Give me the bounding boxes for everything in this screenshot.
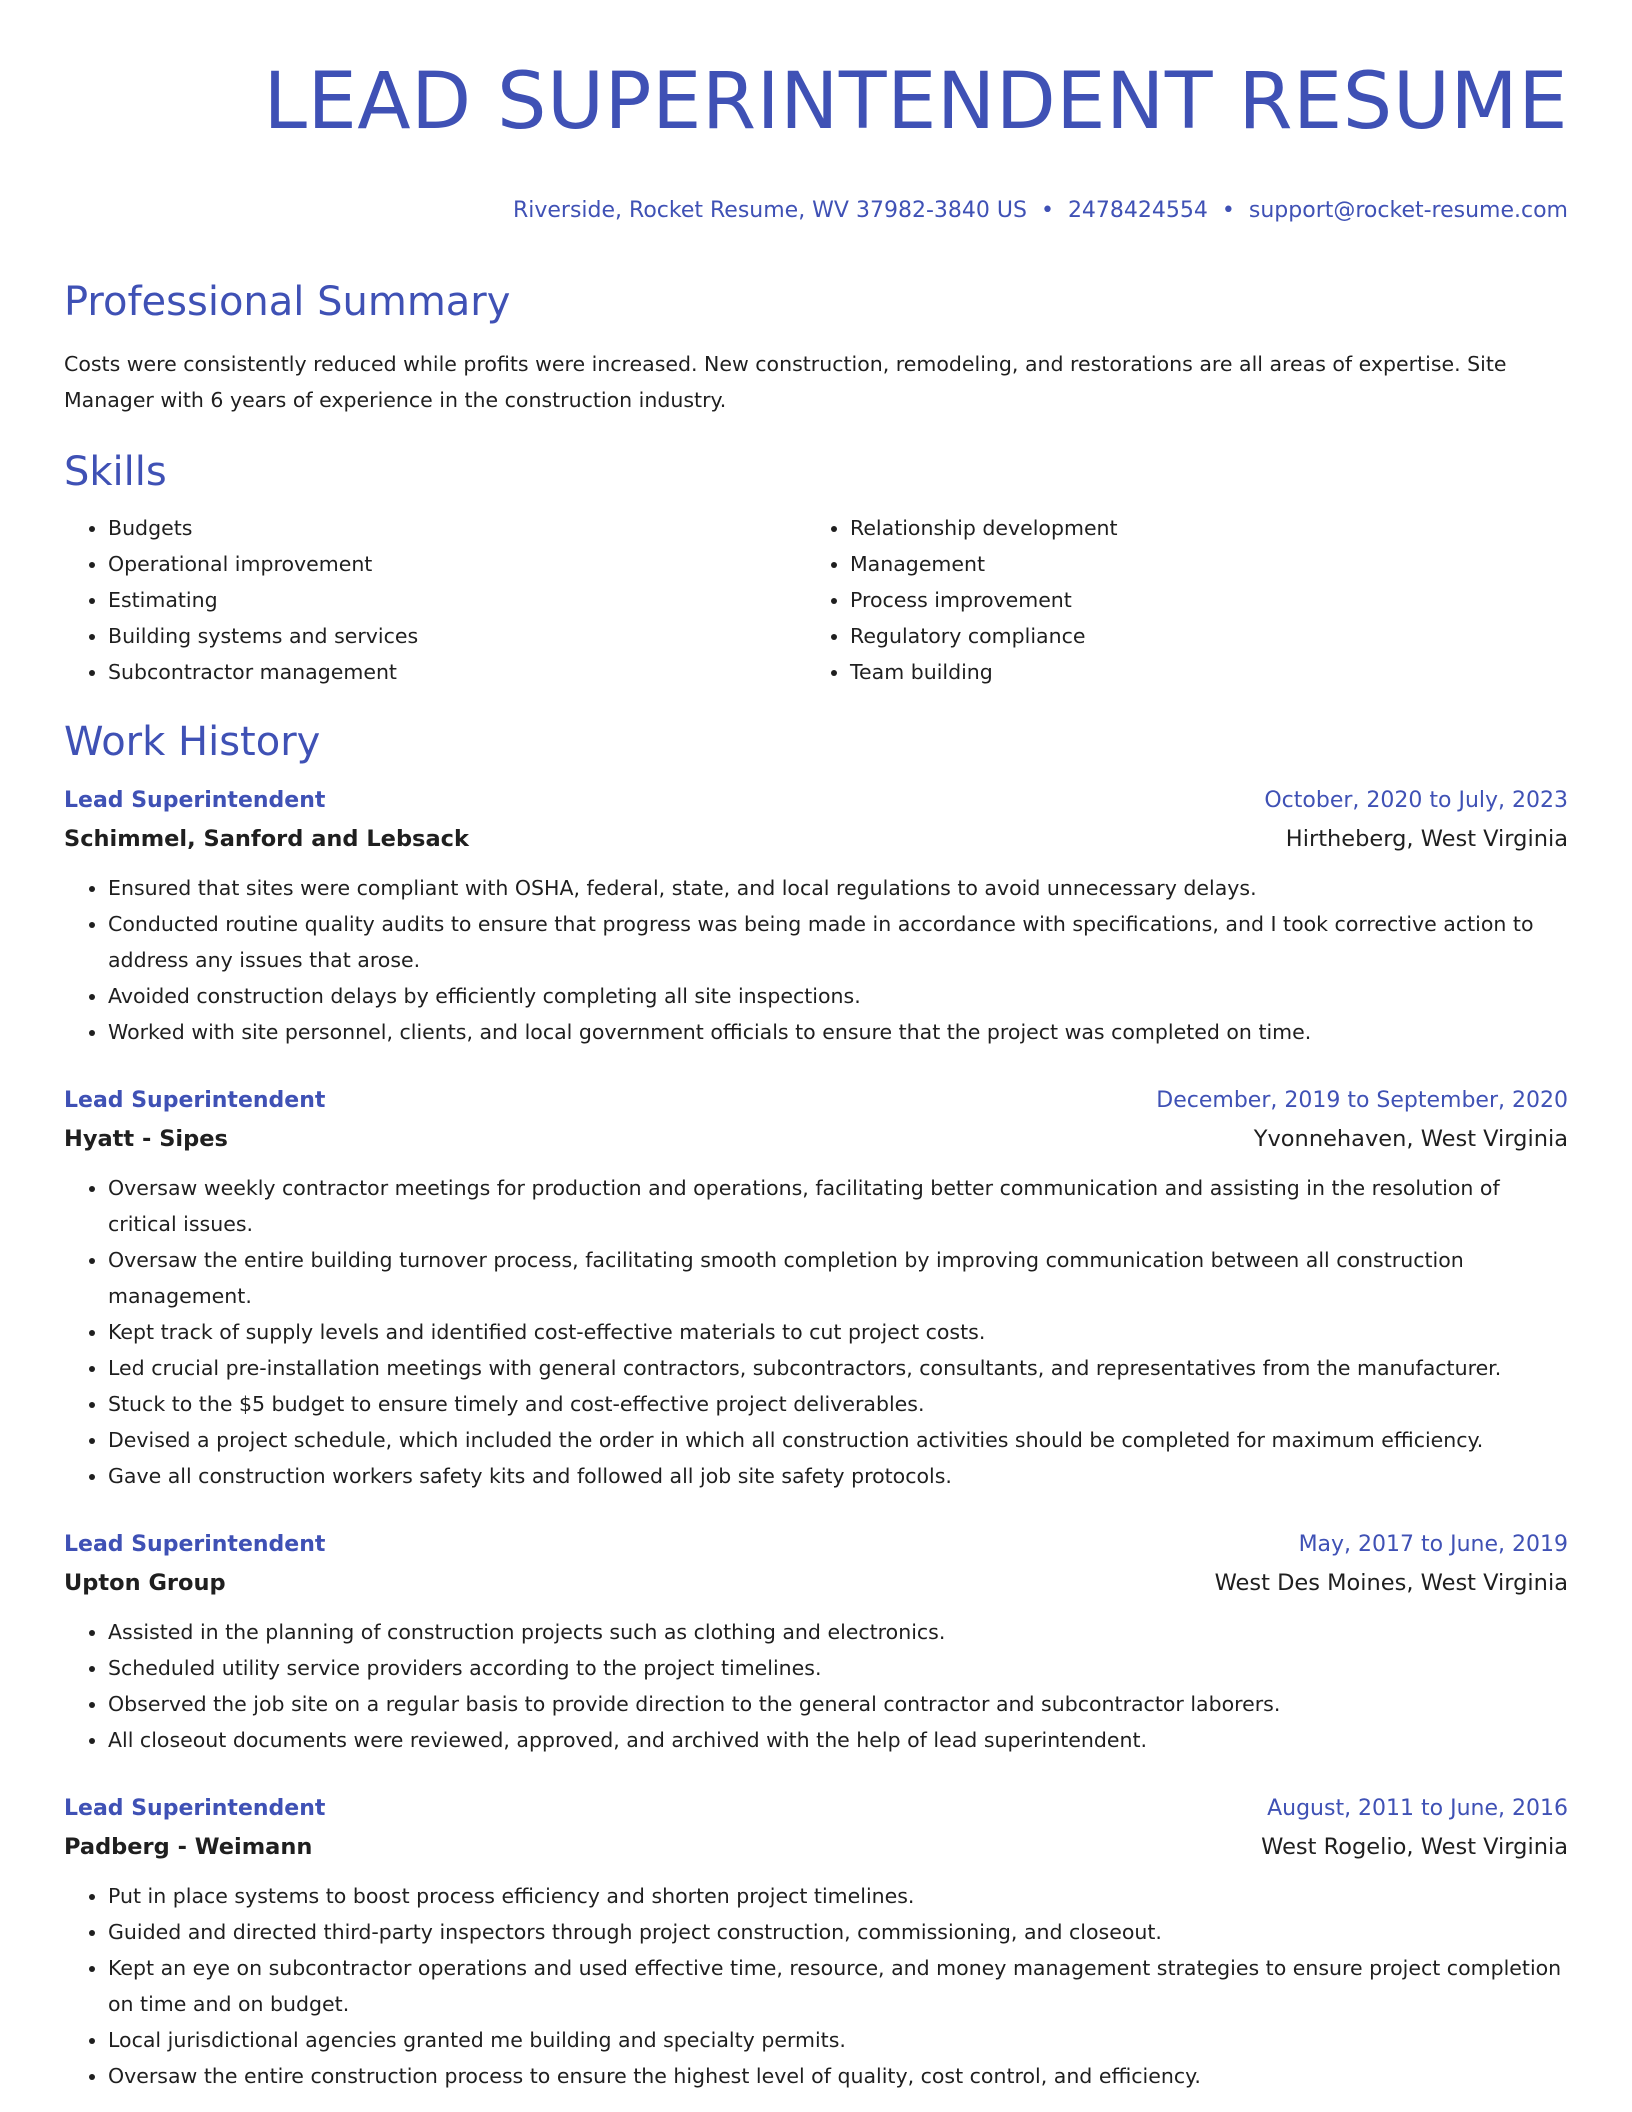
skill-item: • Regulatory compliance [850, 618, 1548, 654]
job-company-row [64, 1564, 1568, 1602]
skills-column-left [64, 510, 806, 690]
job-entry [64, 1082, 1568, 1494]
job-dates: August, 2011 to June, 2016 [1267, 1796, 1568, 1821]
job-title: Lead Superintendent [64, 1796, 326, 1821]
skills-list [64, 510, 1568, 690]
job-location: West Des Moines, West Virginia [1214, 1570, 1568, 1596]
job-bullet: • Oversaw weekly contractor meetings for production and operations, facilitating better communication and assisting in the resolution of critical issues. [108, 1170, 1568, 1242]
skill-item: • Building systems and services [108, 618, 806, 654]
skill-item: • Budgets [108, 510, 806, 546]
resume-page [64, 0, 1568, 2094]
skill-item: • Subcontractor management [108, 654, 806, 690]
skill-item: • Management [850, 546, 1548, 582]
job-company-row [64, 820, 1568, 858]
job-location: West Rogelio, West Virginia [1261, 1834, 1568, 1860]
job-title: Lead Superintendent [64, 1088, 326, 1113]
contact-email: support@rocket-resume.com [1248, 198, 1568, 223]
work-history-heading: Work History [64, 719, 321, 765]
job-header-row [64, 1526, 1568, 1564]
job-company-row [64, 1120, 1568, 1158]
job-location: Yvonnehaven, West Virginia [1253, 1126, 1568, 1152]
skill-item: • Relationship development [850, 510, 1548, 546]
job-bullet: • Devised a project schedule, which included the order in which all construction activities should be completed for maximum efficiency. [108, 1422, 1568, 1458]
job-dates: May, 2017 to June, 2019 [1298, 1532, 1568, 1557]
job-bullet: • Avoided construction delays by efficiently completing all site inspections. [108, 978, 1568, 1014]
contact-address: Riverside, Rocket Resume, WV 37982-3840 US [512, 198, 1027, 223]
skills-heading: Skills [64, 449, 167, 495]
skill-item: • Estimating [108, 582, 806, 618]
job-bullet: • Oversaw the entire building turnover process, facilitating smooth completion by improving communication between all construction management. [108, 1242, 1568, 1314]
job-bullet: • Stuck to the $5 budget to ensure timely and cost-effective project deliverables. [108, 1386, 1568, 1422]
job-header-row [64, 782, 1568, 820]
job-bullet: • Conducted routine quality audits to ensure that progress was being made in accordance with specifications, and I took corrective action to address any issues that arose. [108, 906, 1568, 978]
job-bullet: • Worked with site personnel, clients, and local government officials to ensure that the project was completed on time. [108, 1014, 1568, 1050]
skills-column-right [806, 510, 1548, 690]
job-company: Upton Group [64, 1570, 226, 1596]
job-bullet: • Scheduled utility service providers according to the project timelines. [108, 1650, 1568, 1686]
job-bullet: • Kept track of supply levels and identified cost-effective materials to cut project costs. [108, 1314, 1568, 1350]
job-bullets [64, 870, 1568, 1050]
job-title: Lead Superintendent [64, 1532, 326, 1557]
job-company: Padberg - Weimann [64, 1834, 313, 1860]
job-bullets [64, 1614, 1568, 1758]
job-company: Hyatt - Sipes [64, 1126, 228, 1152]
job-entry [64, 1790, 1568, 2094]
skill-item: • Process improvement [850, 582, 1548, 618]
job-location: Hirtheberg, West Virginia [1285, 826, 1568, 852]
job-bullet: • Gave all construction workers safety kits and followed all job site safety protocols. [108, 1458, 1568, 1494]
job-bullet: • Assisted in the planning of construction projects such as clothing and electronics. [108, 1614, 1568, 1650]
contact-phone: 2478424554 [1067, 198, 1208, 223]
job-dates: December, 2019 to September, 2020 [1156, 1088, 1568, 1113]
job-bullets [64, 1878, 1568, 2094]
job-entry [64, 782, 1568, 1050]
resume-title: LEAD SUPERINTENDENT RESUME [263, 57, 1568, 147]
job-bullet: • Guided and directed third-party inspectors through project construction, commissioning, and closeout. [108, 1914, 1568, 1950]
job-company: Schimmel, Sanford and Lebsack [64, 826, 469, 852]
job-title: Lead Superintendent [64, 788, 326, 813]
job-bullet: • Ensured that sites were compliant with OSHA, federal, state, and local regulations to avoid unnecessary delays. [108, 870, 1568, 906]
contact-line [64, 196, 1568, 226]
job-header-row [64, 1082, 1568, 1120]
summary-text: Costs were consistently reduced while profits were increased. New construction, remodeling, and restorations are all areas of expertise. Site Manager with 6 years of experience in the construction industry. [64, 352, 1507, 412]
skill-item: • Operational improvement [108, 546, 806, 582]
job-company-row [64, 1828, 1568, 1866]
job-bullet: • Led crucial pre-installation meetings with general contractors, subcontractors, consultants, and representatives from the manufacturer. [108, 1350, 1568, 1386]
job-entry [64, 1526, 1568, 1758]
contact-separator: • [1221, 198, 1235, 223]
skill-item: • Team building [850, 654, 1548, 690]
job-bullet: • Put in place systems to boost process efficiency and shorten project timelines. [108, 1878, 1568, 1914]
job-bullets [64, 1170, 1568, 1494]
job-bullet: • Oversaw the entire construction process to ensure the highest level of quality, cost control, and efficiency. [108, 2058, 1568, 2094]
summary-heading: Professional Summary [64, 279, 511, 325]
contact-separator: • [1040, 198, 1054, 223]
job-bullet: • Kept an eye on subcontractor operations and used effective time, resource, and money management strategies to ensure project completion on time and on budget. [108, 1950, 1568, 2022]
job-dates: October, 2020 to July, 2023 [1264, 788, 1568, 813]
job-header-row [64, 1790, 1568, 1828]
job-bullet: • Observed the job site on a regular basis to provide direction to the general contractor and subcontractor laborers. [108, 1686, 1568, 1722]
job-bullet: • Local jurisdictional agencies granted me building and specialty permits. [108, 2022, 1568, 2058]
job-bullet: • All closeout documents were reviewed, approved, and archived with the help of lead superintendent. [108, 1722, 1568, 1758]
